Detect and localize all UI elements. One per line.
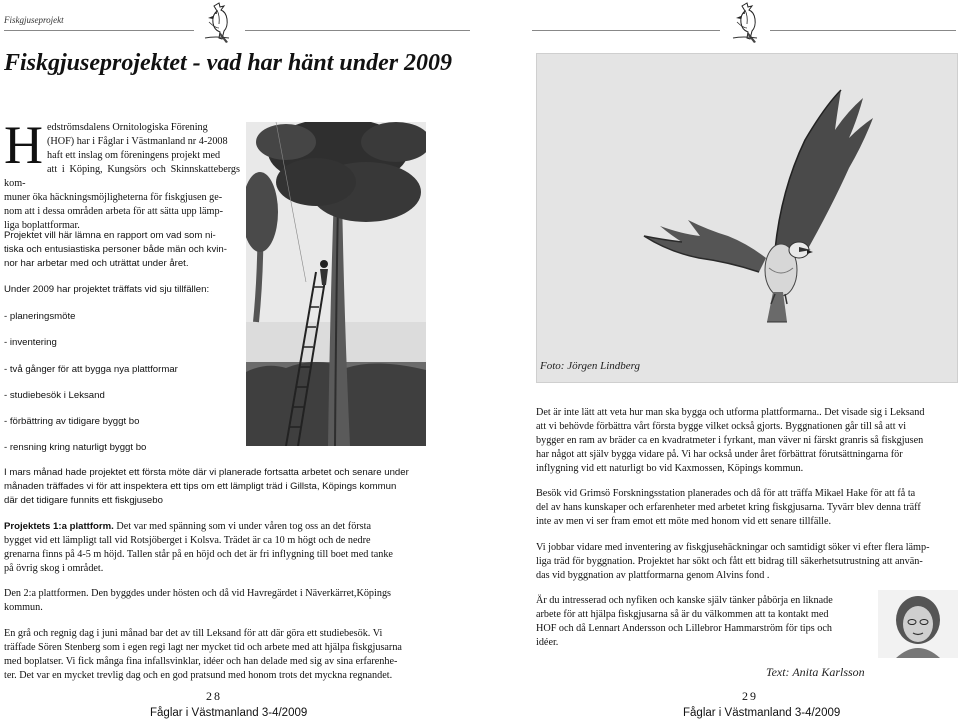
intro-paragraph: H edströmsdalens Ornitologiska Förening (HOF) har i Fåglar i Västmanland nr 4-2008 haft ett inslag om föreningens projekt med att i Köping, Kungsörs och Skinnskattebergs kom- muner öka häckningsmöjligheterna för fiskgjusen ge- nom att i dessa områden arbeta för att sätta upp lämp- liga boplattformar. bbox=[4, 115, 240, 231]
meeting-item: - planeringsmöte bbox=[4, 311, 76, 322]
meeting-item: - studiebesök i Leksand bbox=[4, 390, 105, 401]
report-paragraph: Projektet vill här lämna en rapport om vad som ni- tiska och entusiastiska personer både män och kvin- nor har arbetar med och uträttat under året. bbox=[4, 230, 227, 269]
right-paragraph-3: Vi jobbar vidare med inventering av fiskgjusehäckningar och samtidigt söker vi efter flera lämp- liga träd för byggnation. Projektet har sökt och fått ett bidrag till säkerhetsutrustning att använ- das vid byggnation av plattformarna genom Alvins fond . bbox=[536, 542, 930, 581]
left-footer: Fåglar i Västmanland 3-4/2009 bbox=[150, 707, 308, 719]
march-paragraph: I mars månad hade projektet ett första möte där vi planerade fortsatta arbetet och senare under månaden träffades vi för att inspektera ett tips om ett lämpligt träd i Gillsta, Köpings kommun där det tidigare funnits ett fiskgjusebo bbox=[4, 467, 409, 506]
photo-caption: Foto: Jörgen Lindberg bbox=[540, 360, 641, 372]
platform1-paragraph: Projektets 1:a plattform. Det var med spänning som vi under våren tog oss an det första bygget vid ett lämpligt tall vid Rotsjöberget i Kolsva. Trädet är ca 10 m högt och de nedre grenarna finns på 4-5 m höjd. Tallen står på en höjd och det är fri inflygning till boet med tanke på övrig skog i området. bbox=[4, 521, 393, 574]
bird-logo-right bbox=[728, 2, 762, 46]
right-paragraph-2: Besök vid Grimsö Forskningsstation planerades och då för att träffa Mikael Hake för att få ta del av hans kunskaper och erfarenheter med arbetet kring fiskgjusarna. Tyvärr blev denna träff inte av men vi ser fram emot ett möte med honom vid ett senare tillfälle. bbox=[536, 488, 921, 527]
meeting-item: - inventering bbox=[4, 337, 57, 348]
author-portrait bbox=[878, 590, 958, 658]
meeting-item: - förbättring av tidigare byggt bo bbox=[4, 416, 140, 427]
tree-ladder-photo bbox=[246, 122, 426, 446]
meeting-item: - två gånger för att bygga nya plattformar bbox=[4, 364, 178, 375]
page-title: Fiskgjuseprojektet - vad har hänt under 2009 bbox=[4, 50, 453, 76]
right-footer: Fåglar i Västmanland 3-4/2009 bbox=[683, 707, 841, 719]
meetings-intro: Under 2009 har projektet träffats vid sju tillfällen: bbox=[4, 284, 210, 295]
header-rule-right-a bbox=[532, 30, 720, 31]
running-head: Fiskgjuseprojekt bbox=[4, 15, 64, 25]
header-rule-right-b bbox=[770, 30, 956, 31]
header-rule-left-a bbox=[4, 30, 194, 31]
drop-cap: H bbox=[4, 115, 43, 175]
osprey-photo bbox=[536, 53, 958, 383]
header-rule-left-b bbox=[245, 30, 470, 31]
right-paragraph-1: Det är inte lätt att veta hur man ska bygga och utforma plattformarna.. Det visade sig i Leksand att vi behövde förbättra vårt första bygge vilket också gjorts. Byggnationen går till så att vi bygger en ram av bräder ca en kvadratmeter i fyrkant, man väver ni färskt granris så fiskgjusen har något att själv bygga vidare på. Vi har också under året förbättrat förutsättningarna för inflygning vid ett naturligt bo vid Kaxmossen, Köpings kommun. bbox=[536, 407, 925, 474]
author-credit: Text: Anita Karlsson bbox=[766, 665, 865, 679]
right-page-number: 29 bbox=[742, 689, 758, 703]
bird-logo-left bbox=[200, 2, 234, 46]
left-page-number: 28 bbox=[206, 689, 222, 703]
right-paragraph-4: Är du intresserad och nyfiken och kanske själv tänker påbörja en liknade arbete för att hjälpa fiskgjusarna så är du välkommen att ta kontakt med HOF och då Lennart Andersson och Lillebror Hammarström för tips och idéer. bbox=[536, 595, 833, 648]
platform1-heading: Projektets 1:a plattform. bbox=[4, 521, 114, 532]
meeting-item: - rensning kring naturligt byggt bo bbox=[4, 442, 147, 453]
platform2-paragraph: Den 2:a plattformen. Den byggdes under hösten och då vid Havregärdet i Näverkärret,Köpings kommun. bbox=[4, 588, 392, 613]
leksand-paragraph: En grå och regnig dag i juni månad bar det av till Leksand för att där göra ett studiebesök. Vi träffade Sören Stenberg som i egen regi lagt ner mycket tid och arbete med att hjälpa fiskgjusarna med boplatser. Vi fick många fina infallsvinklar, idéer och han delade med sig av sina erfarenhe- ter. Det var en mycket trevlig dag och en god pratsund med honom trots det myckna regnandet. bbox=[4, 628, 402, 681]
